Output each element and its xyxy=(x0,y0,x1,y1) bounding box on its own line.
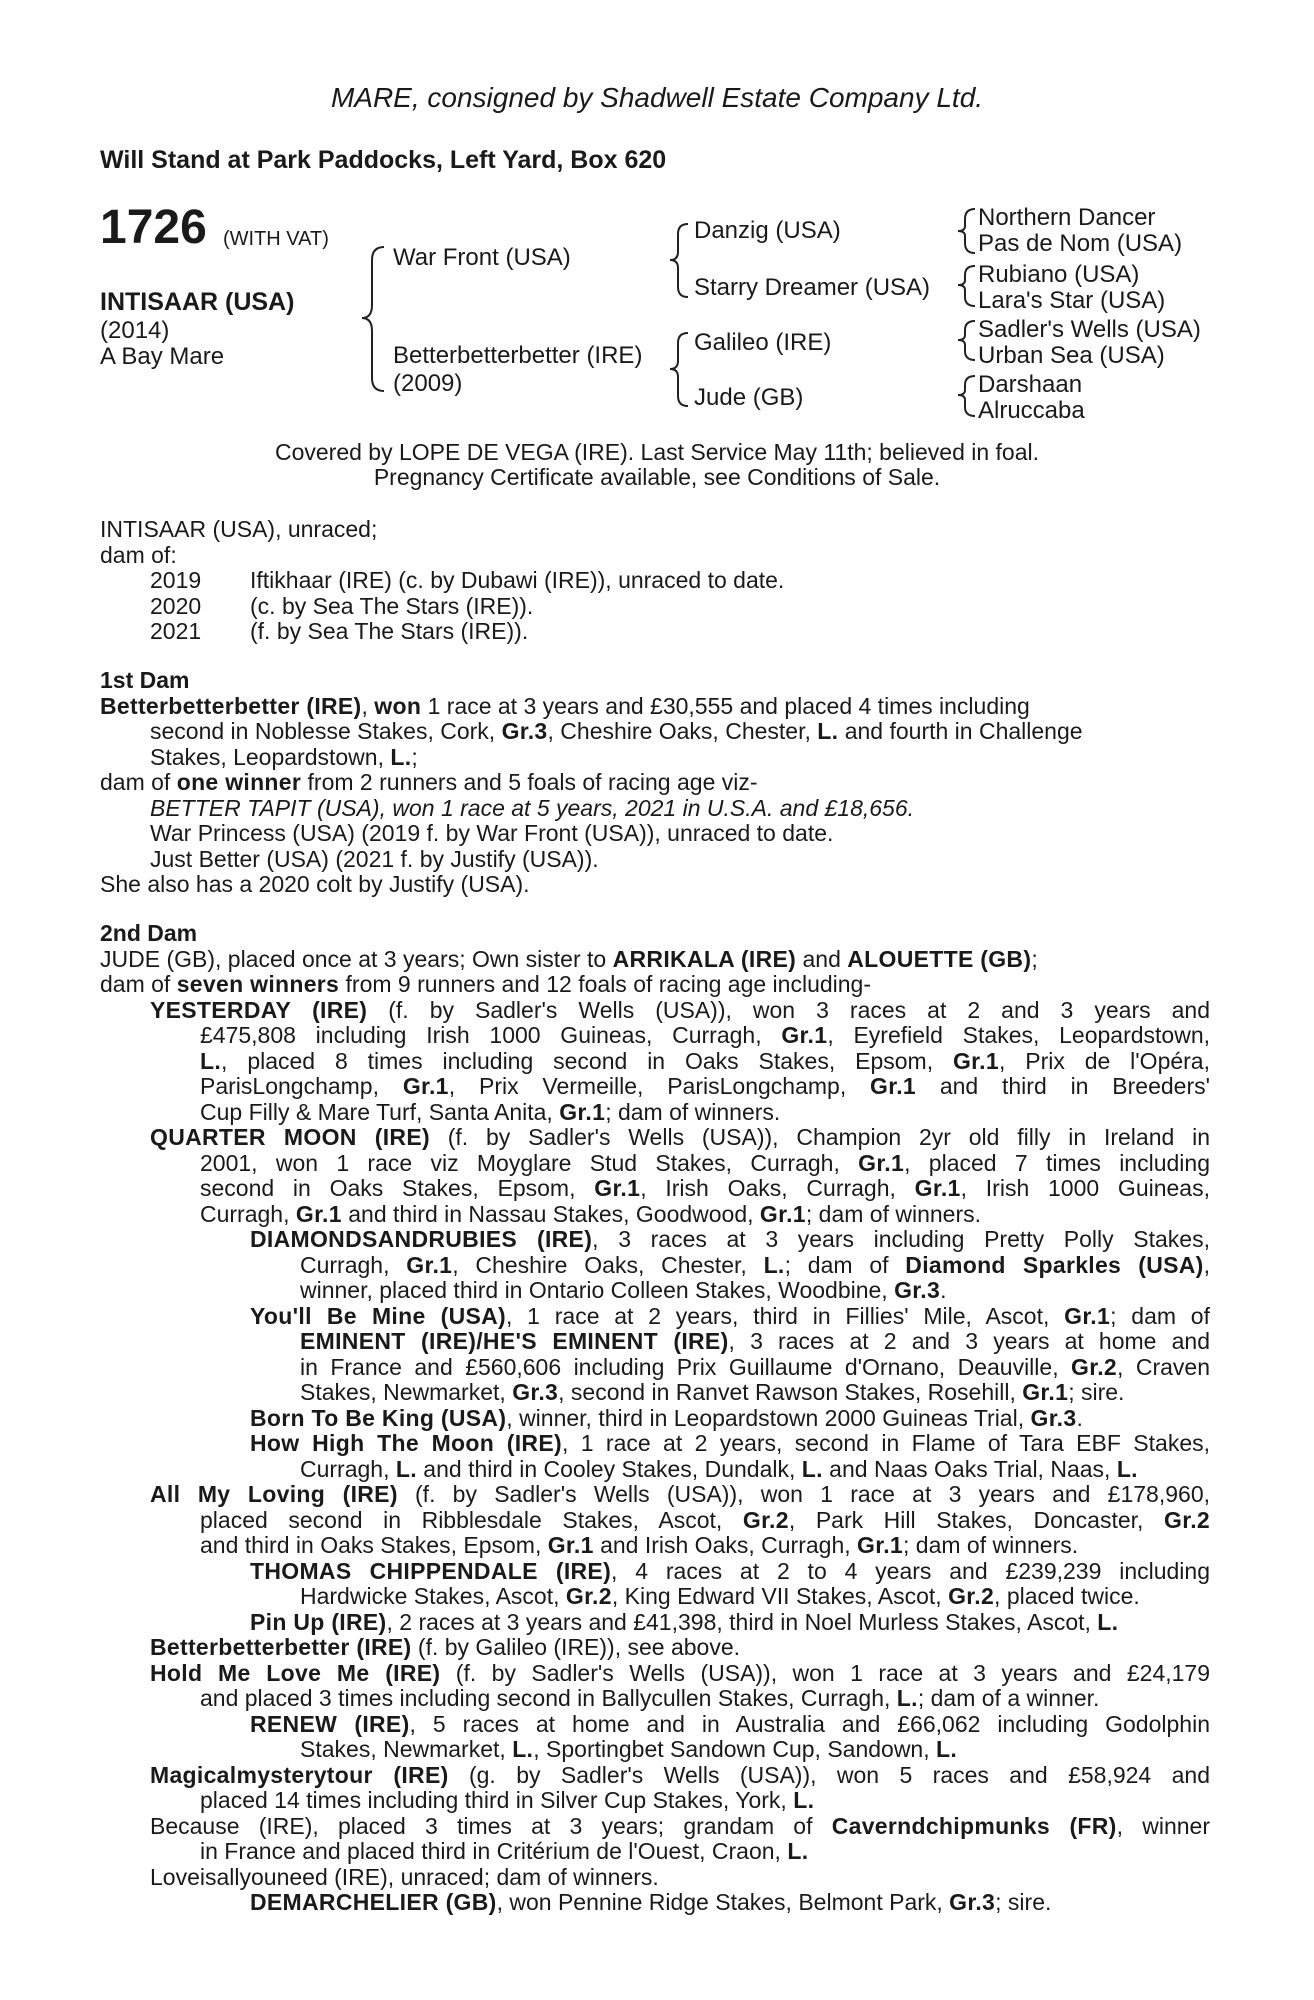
text-run: , second in Ranvet Rawson Stakes, Rosehill, xyxy=(558,1379,1023,1405)
produce-row xyxy=(150,619,784,645)
listed: L. xyxy=(390,743,412,770)
bold-run: Gr.1 xyxy=(781,1022,828,1048)
horse-description: A Bay Mare xyxy=(100,343,225,370)
text-run: £475,808 including Irish 1000 Guineas, Curragh, xyxy=(200,1022,782,1048)
text-run: ; xyxy=(411,743,418,770)
text-run: from 2 runners and 5 foals of racing age viz- xyxy=(301,769,758,795)
bold-run: Gr.3 xyxy=(512,1379,559,1405)
text-run: Curragh, xyxy=(200,1200,296,1227)
bold-run: L. xyxy=(793,1787,815,1813)
text-run: . xyxy=(940,1277,947,1303)
text-run: , King Edward VII Stakes, Ascot, xyxy=(611,1583,949,1609)
bold-run: Gr.2 xyxy=(1071,1353,1118,1380)
text-run: , placed twice. xyxy=(994,1583,1140,1609)
text-run: and Irish Oaks, Curragh, xyxy=(593,1532,858,1558)
produce-row xyxy=(150,568,784,594)
pedigree-g5: Sadler's Wells (USA) xyxy=(978,316,1201,343)
second-dam-produce-line xyxy=(100,1151,1210,1177)
text-run: Hardwicke Stakes, Ascot, xyxy=(300,1583,566,1609)
produce-year: 2020 xyxy=(150,592,202,619)
second-dam-produce-line xyxy=(100,1661,1210,1687)
first-dam-heading: 1st Dam xyxy=(100,667,190,693)
text-run: , placed 7 times including xyxy=(904,1149,1210,1176)
second-dam-produce-line xyxy=(100,1890,1210,1916)
produce-table xyxy=(150,568,784,645)
text-run: , Cheshire Oaks, Chester, xyxy=(452,1251,764,1278)
text-run: , Cheshire Oaks, Chester, xyxy=(547,718,818,744)
seven-winners: seven winners xyxy=(176,971,340,997)
bold-run: Gr.3 xyxy=(949,1889,996,1915)
bold-run: Gr.1 xyxy=(759,1200,806,1227)
second-dam-produce-line xyxy=(100,1253,1210,1279)
pedigree-sire-sire: Danzig (USA) xyxy=(694,217,841,244)
text-run: and placed 3 times including second in Ballycullen Stakes, Curragh, xyxy=(200,1685,897,1711)
bold-run: Caverndchipmunks (FR) xyxy=(831,1812,1117,1839)
text-run: ; xyxy=(1031,945,1038,972)
bold-run: Gr.1 xyxy=(914,1175,961,1201)
pedigree-g3: Rubiano (USA) xyxy=(978,261,1140,288)
bold-run: Gr.1 xyxy=(559,1098,606,1125)
second-dam-produce-line xyxy=(100,1686,1210,1712)
second-dam-produce-line xyxy=(100,1100,1210,1126)
text-run: 2001, won 1 race viz Moyglare Stud Stakes, Curragh, xyxy=(200,1149,859,1176)
second-dam-section xyxy=(100,921,1210,1916)
one-winner: one winner xyxy=(176,769,302,795)
bold-run: YESTERDAY (IRE) xyxy=(150,996,368,1023)
text-run: , Park Hill Stakes, Doncaster, xyxy=(788,1506,1165,1533)
bold-run: Betterbetterbetter (IRE) xyxy=(150,1634,412,1660)
second-dam-produce-line xyxy=(100,1737,1210,1763)
second-dam-produce-line xyxy=(100,1074,1210,1100)
text-run: , Craven xyxy=(1117,1353,1210,1380)
bold-run: Gr.2 xyxy=(742,1506,789,1533)
text-run: . xyxy=(1076,1404,1083,1431)
pedigree-g1: Northern Dancer xyxy=(978,204,1156,231)
text-run: 1 race at 3 years and £30,555 and placed 4 times including xyxy=(421,692,1030,719)
second-dam-produce-line xyxy=(100,1865,1210,1891)
bold-run: Gr.1 xyxy=(952,1047,999,1074)
text-run: (f. by Sadler's Wells (USA)), won 3 races at 2 and 3 years and xyxy=(367,996,1210,1023)
bold-run: RENEW (IRE) xyxy=(250,1710,410,1737)
bold-run: Gr.1 xyxy=(547,1532,594,1558)
text-run: ; dam of winners. xyxy=(605,1098,781,1125)
first-dam-line-8: She also has a 2020 colt by Justify (USA). xyxy=(100,871,530,897)
second-dam-produce-line xyxy=(100,1176,1210,1202)
bold-run: Hold Me Love Me (IRE) xyxy=(150,1659,441,1686)
text-run: , placed 8 times including second in Oaks Stakes, Epsom, xyxy=(221,1047,953,1074)
bold-run: L. xyxy=(395,1455,417,1482)
second-dam-produce-line xyxy=(100,1814,1210,1840)
pedigree-sire: War Front (USA) xyxy=(393,244,571,271)
bold-run: Born To Be King (USA) xyxy=(250,1404,507,1431)
bold-run: L. xyxy=(787,1838,809,1864)
text-run: dam of xyxy=(100,971,177,997)
text-run: from 9 runners and 12 foals of racing age including- xyxy=(339,971,872,997)
pedigree-g6: Urban Sea (USA) xyxy=(978,342,1165,369)
text-run: ; dam of a winner. xyxy=(917,1685,1100,1711)
bold-run: Gr.1 xyxy=(870,1073,916,1099)
produce-year: 2019 xyxy=(150,567,202,593)
text-run: and third in Breeders' xyxy=(916,1073,1210,1099)
bold-run: L. xyxy=(512,1736,534,1762)
second-dam-produce-line xyxy=(100,1559,1210,1585)
second-dam-produce-line xyxy=(100,1610,1210,1636)
text-run: ParisLongchamp, xyxy=(200,1073,403,1099)
text-run: , won Pennine Ridge Stakes, Belmont Park, xyxy=(496,1889,950,1915)
comma: , xyxy=(361,692,375,719)
bold-run: Gr.1 xyxy=(1064,1302,1111,1329)
second-dam-produce-line xyxy=(100,1457,1210,1483)
produce-dam-of: dam of: xyxy=(100,541,177,568)
text-run: , Sportingbet Sandown Cup, Sandown, xyxy=(533,1736,937,1762)
produce-text: (f. by Sea The Stars (IRE)). xyxy=(250,618,529,644)
pedigree-g8: Alruccaba xyxy=(978,397,1085,424)
text-run: ; dam of winners. xyxy=(903,1532,1079,1558)
first-dam-line-3 xyxy=(100,745,1210,771)
listed: L. xyxy=(817,718,839,744)
second-dam-produce-line xyxy=(100,998,1210,1024)
bold-run: Gr.1 xyxy=(402,1073,449,1099)
second-dam-produce-line xyxy=(100,1788,1210,1814)
text-run: second in Oaks Stakes, Epsom, xyxy=(200,1175,595,1201)
text-run: , 1 race at 2 years, second in Flame of Tara EBF Stakes, xyxy=(561,1430,1211,1456)
bold-run: Diamond Sparkles (USA) xyxy=(905,1251,1204,1278)
bold-run: Magicalmysterytour (IRE) xyxy=(150,1761,449,1788)
second-dam-produce-line xyxy=(100,1431,1210,1457)
pedigree-g4: Lara's Star (USA) xyxy=(978,287,1166,314)
lot-number: 1726 xyxy=(100,201,207,254)
text-run: dam of xyxy=(100,769,177,795)
second-dam-produce-line xyxy=(100,1329,1210,1355)
second-dam-produce-line xyxy=(100,1304,1210,1330)
text-run: , 5 races at home and in Australia and £66,062 including Godolphin xyxy=(409,1710,1210,1737)
text-run: in France and placed third in Critérium de l'Ouest, Craon, xyxy=(200,1838,788,1864)
text-run: Curragh, xyxy=(300,1251,407,1278)
produce-intro: INTISAAR (USA), unraced; xyxy=(100,516,378,542)
pedigree-g7: Darshaan xyxy=(978,371,1083,398)
bold-run: All My Loving (IRE) xyxy=(150,1481,398,1507)
text-run: Cup Filly & Mare Turf, Santa Anita, xyxy=(200,1098,560,1125)
produce-year: 2021 xyxy=(150,618,202,644)
bold-run: Gr.3 xyxy=(1030,1404,1077,1431)
text-run: ; dam of xyxy=(784,1251,906,1278)
text-run: (f. by Sadler's Wells (USA)), Champion 2yr old filly in Ireland in xyxy=(429,1124,1210,1150)
text-run: (g. by Sadler's Wells (USA)), won 5 races and £58,924 and xyxy=(448,1761,1210,1788)
text-run: JUDE (GB), placed once at 3 years; Own sister to xyxy=(100,945,613,972)
first-dam-section xyxy=(100,668,1210,898)
text-run: (f. by Sadler's Wells (USA)), won 1 race at 3 years and £178,960, xyxy=(397,1481,1211,1507)
horse-year: (2014) xyxy=(100,317,170,344)
text-run: ; sire. xyxy=(1068,1379,1125,1405)
consignor-line: MARE, consigned by Shadwell Estate Company Ltd. xyxy=(330,82,984,113)
text-run: and fourth in Challenge xyxy=(838,718,1083,744)
produce-row xyxy=(150,594,784,620)
grade: Gr.3 xyxy=(501,718,548,744)
stand-location: Will Stand at Park Paddocks, Left Yard, Box 620 xyxy=(100,146,667,174)
text-run: and third in Cooley Stakes, Dundalk, xyxy=(416,1455,802,1482)
bold-run: Pin Up (IRE) xyxy=(250,1608,387,1635)
text-run: Loveisallyouneed (IRE), unraced; dam of winners. xyxy=(150,1863,659,1890)
pedigree-sire-dam: Starry Dreamer (USA) xyxy=(694,274,931,301)
text-run: , Irish Oaks, Curragh, xyxy=(640,1175,915,1201)
second-dam-produce-line xyxy=(100,1355,1210,1381)
produce-section xyxy=(100,517,1210,645)
second-dam-produce-line xyxy=(100,1406,1210,1432)
bold-run: Gr.1 xyxy=(1022,1379,1069,1405)
text-run: , 3 races at 2 and 3 years at home and xyxy=(728,1328,1210,1354)
bold-run: L. xyxy=(763,1251,785,1278)
second-dam-produce-line xyxy=(100,1049,1210,1075)
text-run: in France and £560,606 including Prix Guillaume d'Ornano, Deauville, xyxy=(300,1353,1072,1380)
text-run: and Naas Oaks Trial, Naas, xyxy=(822,1455,1117,1482)
second-dam-produce-line xyxy=(100,1635,1210,1661)
bold-run: Gr.2 xyxy=(948,1583,995,1609)
pedigree-dam-year: (2009) xyxy=(393,370,463,397)
second-dam-line-2 xyxy=(100,972,1210,998)
second-dam-produce-line xyxy=(100,1380,1210,1406)
bold-run: Gr.1 xyxy=(858,1149,905,1176)
text-run: and third in Oaks Stakes, Epsom, xyxy=(200,1532,548,1558)
text-run: winner, placed third in Ontario Colleen Stakes, Woodbine, xyxy=(300,1277,895,1303)
pedigree-dam-sire: Galileo (IRE) xyxy=(694,329,832,356)
second-dam-produce-line xyxy=(100,1023,1210,1049)
bold-run: L. xyxy=(896,1685,918,1711)
second-dam-produce-list xyxy=(100,998,1210,1916)
second-dam-produce-line xyxy=(100,1508,1210,1534)
bold-run: L. xyxy=(801,1455,823,1482)
text-run: , 3 races at 3 years including Pretty Polly Stakes, xyxy=(592,1226,1210,1252)
first-dam-line-1 xyxy=(100,694,1210,720)
bold-run: QUARTER MOON (IRE) xyxy=(150,1124,430,1150)
text-run: , xyxy=(1203,1251,1211,1278)
text-run: , 2 races at 3 years and £41,398, third in Noel Murless Stakes, Ascot, xyxy=(386,1608,1098,1635)
bold-run: EMINENT (IRE)/HE'S EMINENT (IRE) xyxy=(300,1328,729,1354)
first-dam-line-7: Just Better (USA) (2021 f. by Justify (USA)). xyxy=(150,845,599,872)
pedigree-dam-dam: Jude (GB) xyxy=(694,384,804,411)
bold-run: DIAMONDSANDRUBIES (IRE) xyxy=(250,1226,593,1252)
second-dam-produce-line xyxy=(100,1712,1210,1738)
second-dam-produce-line xyxy=(100,1482,1210,1508)
text-run: Because (IRE), placed 3 times at 3 years; grandam of xyxy=(150,1812,832,1839)
text-run: (f. by Sadler's Wells (USA)), won 1 race at 3 years and £24,179 xyxy=(440,1659,1210,1686)
second-dam-produce-line xyxy=(100,1202,1210,1228)
produce-text: Iftikhaar (IRE) (c. by Dubawi (IRE)), unraced to date. xyxy=(250,567,785,593)
second-dam-heading: 2nd Dam xyxy=(100,920,198,946)
covered-line-2: Pregnancy Certificate available, see Conditions of Sale. xyxy=(373,464,941,490)
text-run: placed second in Ribblesdale Stakes, Ascot, xyxy=(200,1506,743,1533)
first-dam-name: Betterbetterbetter (IRE) xyxy=(100,692,362,719)
bold-run: Gr.2 xyxy=(1164,1506,1210,1533)
first-dam-line-4 xyxy=(100,770,1210,796)
bold-run: Gr.1 xyxy=(857,1532,903,1558)
second-dam-produce-line xyxy=(100,1839,1210,1865)
bold-run: L. xyxy=(1116,1455,1138,1482)
bold-run: L. xyxy=(200,1047,222,1074)
text-run: second in Noblesse Stakes, Cork, xyxy=(150,718,502,744)
bold-run: Gr.1 xyxy=(406,1251,453,1278)
text-run: ; sire. xyxy=(995,1889,1052,1915)
vat-note: (WITH VAT) xyxy=(223,228,329,250)
bold-run: Gr.1 xyxy=(295,1200,342,1227)
text-run: , Prix Vermeille, ParisLongchamp, xyxy=(448,1073,871,1099)
second-dam-produce-line xyxy=(100,1763,1210,1789)
text-run: , Irish 1000 Guineas, xyxy=(960,1175,1210,1201)
first-dam-line-5: BETTER TAPIT (USA), won 1 race at 5 years, 2021 in U.S.A. and £18,656. xyxy=(150,794,915,821)
sibling-alouette: ALOUETTE (GB) xyxy=(847,945,1032,972)
text-run: (f. by Galileo (IRE)), see above. xyxy=(411,1634,741,1660)
text-run: , winner, third in Leopardstown 2000 Guineas Trial, xyxy=(506,1404,1031,1431)
covered-line-1: Covered by LOPE DE VEGA (IRE). Last Service May 11th; believed in foal. xyxy=(274,439,1040,465)
bold-run: Gr.2 xyxy=(565,1583,612,1609)
first-dam-won: won xyxy=(374,692,422,719)
text-run: , winner xyxy=(1116,1812,1210,1839)
sibling-arrikala: ARRIKALA (IRE) xyxy=(612,945,797,972)
text-run: Curragh, xyxy=(300,1455,396,1482)
second-dam-produce-line xyxy=(100,1584,1210,1610)
text-run: Stakes, Newmarket, xyxy=(300,1736,513,1762)
bold-run: L. xyxy=(936,1736,958,1762)
text-run: and third in Nassau Stakes, Goodwood, xyxy=(341,1200,760,1227)
text-run: , Eyrefield Stakes, Leopardstown, xyxy=(827,1022,1211,1048)
second-dam-produce-line xyxy=(100,1278,1210,1304)
bold-run: DEMARCHELIER (GB) xyxy=(250,1889,497,1915)
bold-run: THOMAS CHIPPENDALE (IRE) xyxy=(250,1557,612,1584)
text-run: , 1 race at 2 years, third in Fillies' Mile, Ascot, xyxy=(506,1302,1065,1329)
text-run: Stakes, Leopardstown, xyxy=(150,743,391,770)
second-dam-produce-line xyxy=(100,1533,1210,1559)
bold-run: Gr.3 xyxy=(894,1277,941,1303)
text-run: Stakes, Newmarket, xyxy=(300,1379,513,1405)
bold-run: Gr.1 xyxy=(594,1175,641,1201)
bold-run: L. xyxy=(1097,1608,1119,1635)
text-run: placed 14 times including third in Silver Cup Stakes, York, xyxy=(200,1787,794,1813)
horse-name: INTISAAR (USA) xyxy=(100,288,295,316)
text-run: ; dam of xyxy=(1110,1302,1210,1329)
text-run: , 4 races at 2 to 4 years and £239,239 including xyxy=(611,1557,1210,1584)
text-run: and xyxy=(796,945,848,972)
first-dam-line-6: War Princess (USA) (2019 f. by War Front (USA)), unraced to date. xyxy=(150,820,834,846)
produce-text: (c. by Sea The Stars (IRE)). xyxy=(250,592,534,619)
pedigree-g2: Pas de Nom (USA) xyxy=(978,230,1183,257)
second-dam-produce-line xyxy=(100,1227,1210,1253)
bold-run: You'll Be Mine (USA) xyxy=(250,1302,506,1329)
pedigree-dam: Betterbetterbetter (IRE) xyxy=(393,342,643,369)
text-run: , Prix de l'Opéra, xyxy=(998,1047,1210,1074)
text-run: ; dam of winners. xyxy=(805,1200,982,1227)
second-dam-line-1 xyxy=(100,947,1210,973)
bold-run: How High The Moon (IRE) xyxy=(250,1430,562,1456)
second-dam-produce-line xyxy=(100,1125,1210,1151)
first-dam-line-2 xyxy=(100,719,1210,745)
